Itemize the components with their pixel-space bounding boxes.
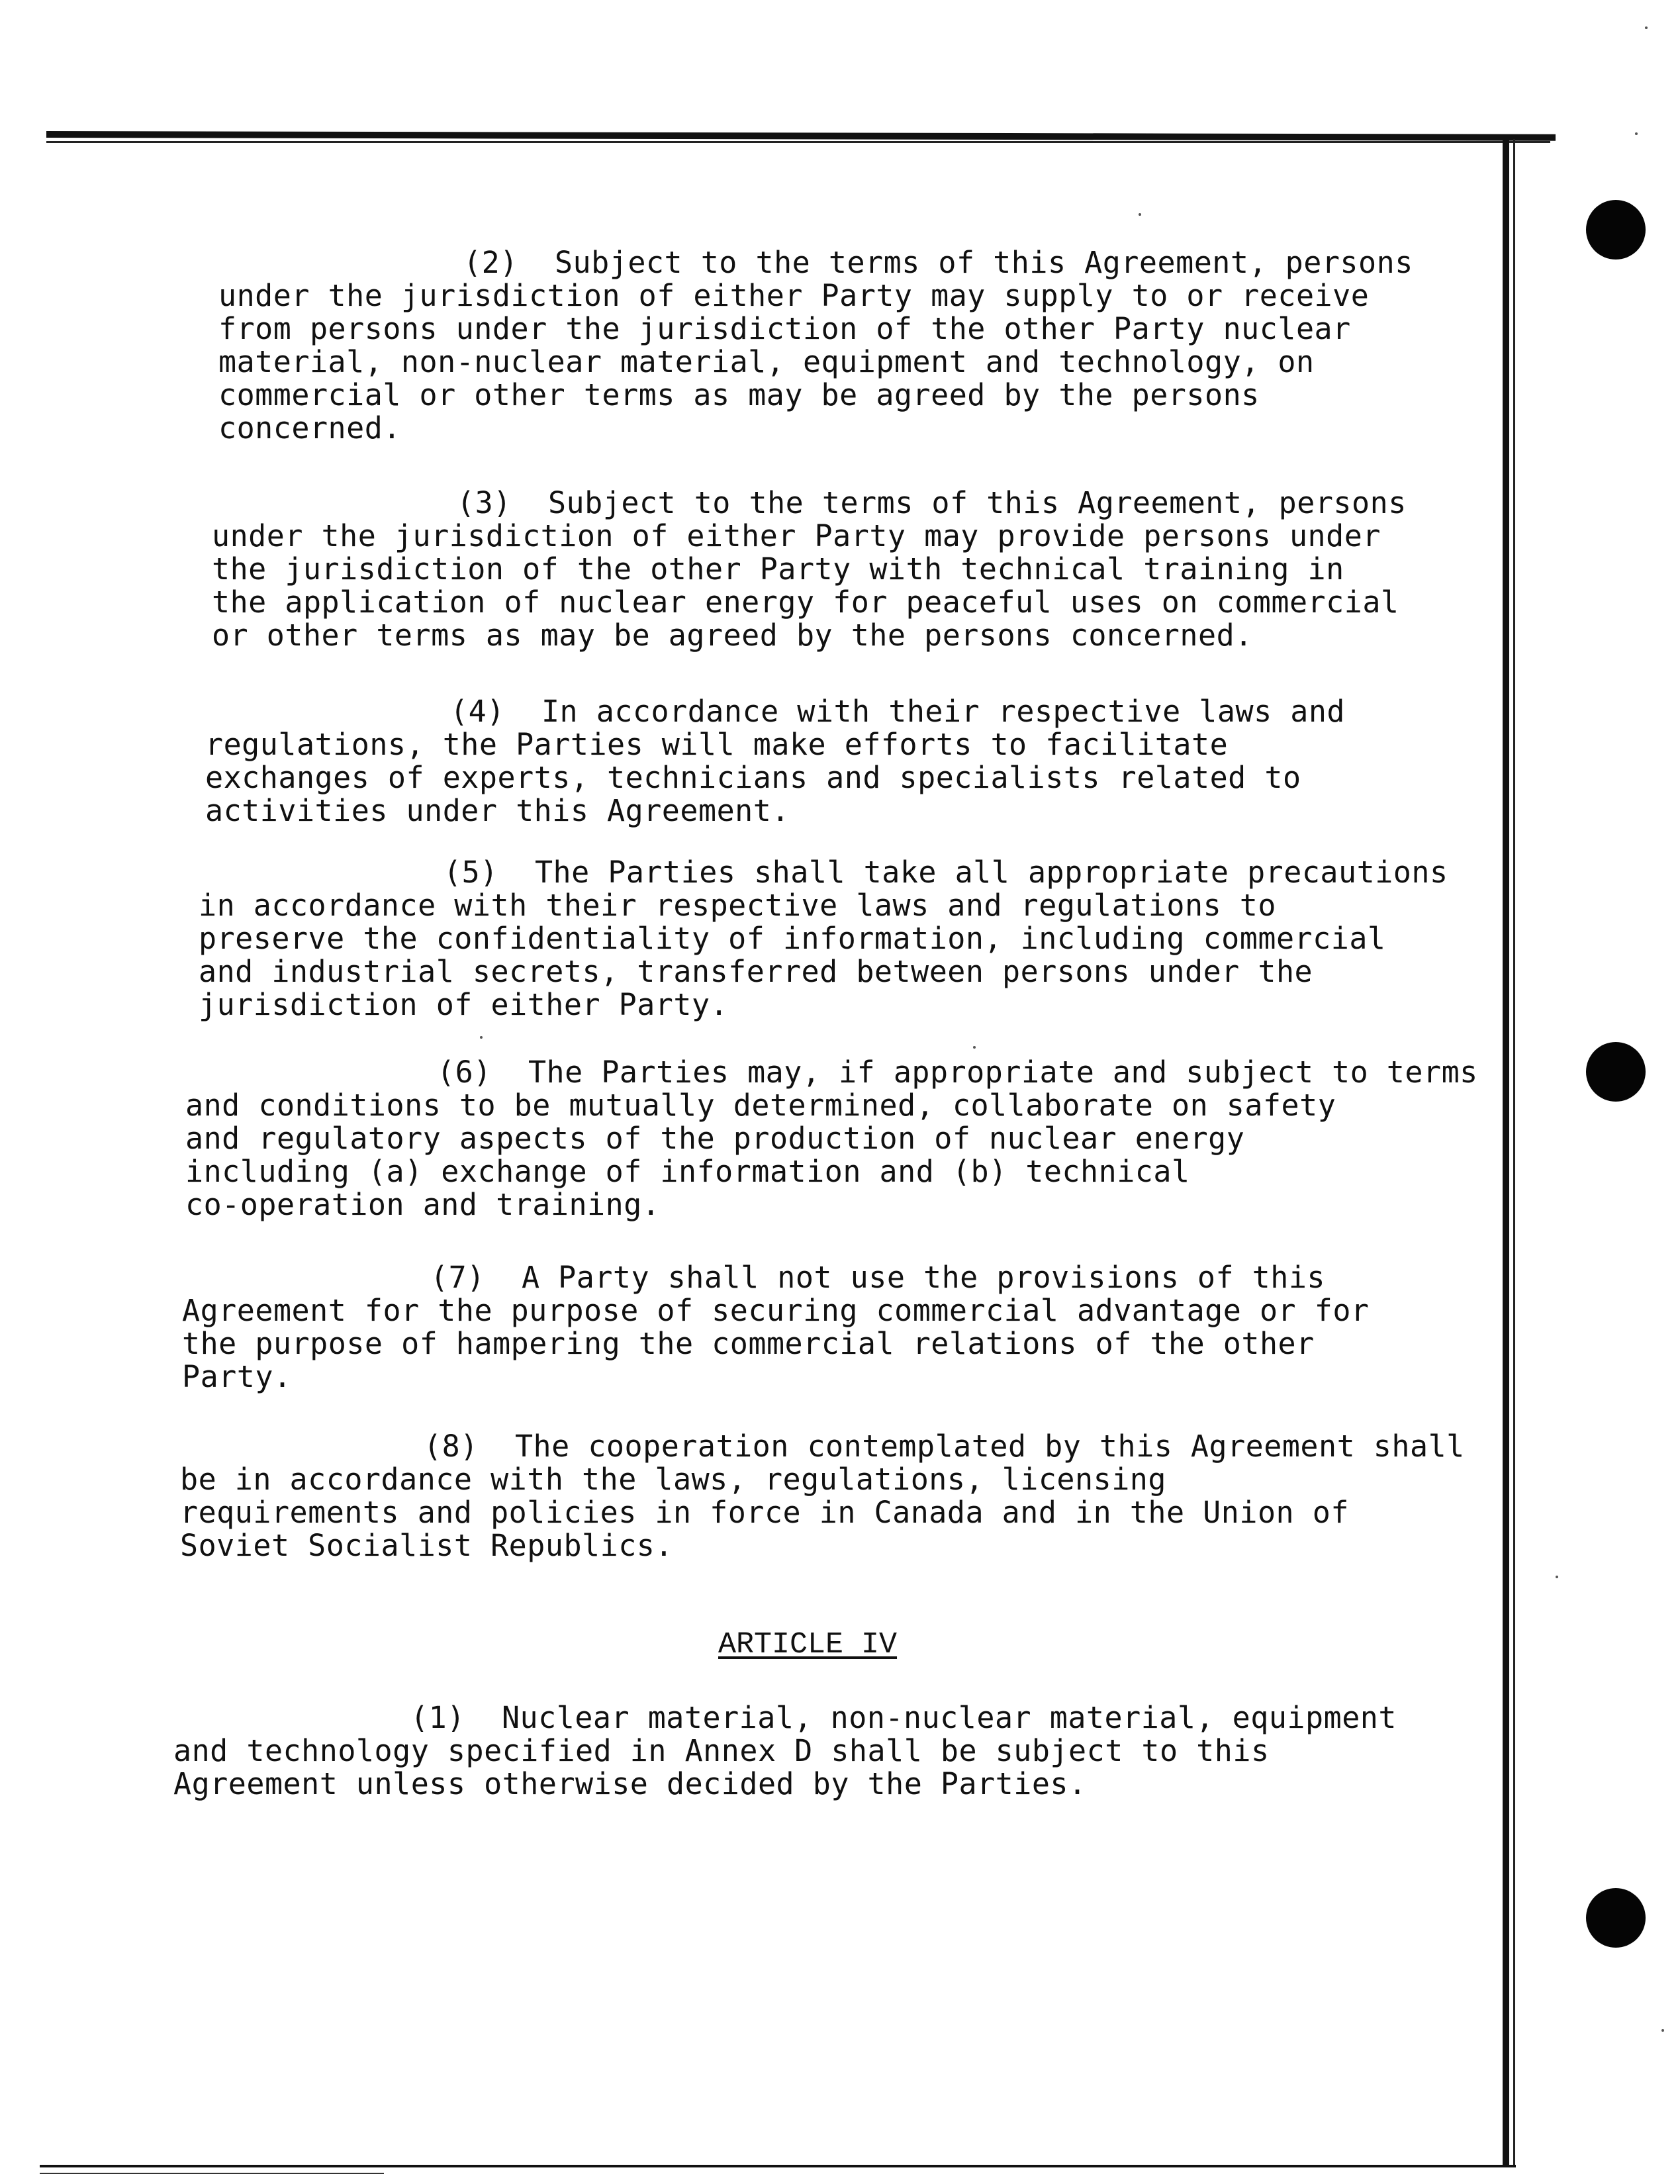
paragraph-number: (5) bbox=[443, 855, 498, 890]
binder-hole-middle bbox=[1586, 1042, 1646, 1102]
paragraph-2 bbox=[463, 246, 1413, 279]
paragraph-8-body: be in accordance with the laws, regulations, licensing requirements and policies in force in Canada and in the Union of Soviet Socialist Republics. bbox=[180, 1462, 1349, 1563]
article-heading: ARTICLE IV bbox=[718, 1628, 898, 1662]
paragraph-5-body: in accordance with their respective laws and regulations to preserve the confidentiality of information, including commercial and industrial secrets, transferred between persons under the jurisdiction of either Party. bbox=[199, 888, 1386, 1022]
right-border-line-thin bbox=[1513, 139, 1515, 2165]
paragraph-6-body: and conditions to be mutually determined, collaborate on safety and regulatory aspects of the production of nuclear energy including (a) exchange of information and (b) technical co-operation and training. bbox=[185, 1088, 1336, 1222]
paragraph-5 bbox=[443, 856, 1448, 889]
binder-hole-bottom bbox=[1586, 1888, 1646, 1948]
paragraph-first-line: Subject to the terms of this Agreement, persons bbox=[547, 485, 1407, 520]
paragraph-3 bbox=[457, 487, 1407, 520]
paragraph-4 bbox=[450, 695, 1345, 728]
scan-speck bbox=[480, 1036, 483, 1039]
paragraph-number: (8) bbox=[424, 1429, 479, 1464]
paragraph-number: (4) bbox=[450, 694, 505, 729]
article-iv-paragraph-1-body: and technology specified in Annex D shall be subject to this Agreement unless otherwise decided by the Parties. bbox=[173, 1733, 1270, 1801]
paragraph-first-line: In accordance with their respective laws and bbox=[541, 694, 1346, 729]
paragraph-8 bbox=[424, 1430, 1465, 1463]
scan-speck bbox=[973, 1046, 976, 1049]
paragraph-number: (7) bbox=[430, 1260, 485, 1295]
article-iv-paragraph-1 bbox=[410, 1701, 1397, 1734]
top-border-line bbox=[46, 131, 1556, 141]
bottom-border-line-thin bbox=[40, 2173, 384, 2174]
scan-speck bbox=[1661, 2029, 1664, 2032]
paragraph-first-line: A Party shall not use the provisions of this bbox=[521, 1260, 1326, 1295]
paragraph-first-line: Subject to the terms of this Agreement, persons bbox=[554, 245, 1413, 280]
right-border-line bbox=[1503, 139, 1509, 2165]
paragraph-first-line: The Parties may, if appropriate and subject to terms bbox=[528, 1055, 1478, 1090]
scan-speck bbox=[1139, 213, 1141, 216]
scan-speck bbox=[1645, 26, 1648, 29]
binder-hole-top bbox=[1586, 200, 1646, 260]
paragraph-number: (1) bbox=[410, 1700, 465, 1735]
bottom-border-line bbox=[40, 2165, 1516, 2167]
paragraph-3-body: under the jurisdiction of either Party may provide persons under the jurisdiction of the other Party with technical training in the application of nuclear energy for peaceful uses on commercial or other terms as may be agreed by the persons concerned. bbox=[212, 518, 1399, 653]
paragraph-number: (3) bbox=[457, 485, 512, 520]
paragraph-7-body: Agreement for the purpose of securing commercial advantage or for the purpose of hampering the commercial relations of the other Party. bbox=[182, 1293, 1370, 1394]
paragraph-first-line: The Parties shall take all appropriate precautions bbox=[534, 855, 1448, 890]
paragraph-2-body: under the jurisdiction of either Party may supply to or receive from persons under the jurisdiction of the other Party nuclear material, non-nuclear material, equipment and technology, on commercial or other terms as may be agreed by the persons concerned. bbox=[218, 278, 1370, 446]
paragraph-first-line: The cooperation contemplated by this Agreement shall bbox=[514, 1429, 1465, 1464]
paragraph-number: (6) bbox=[437, 1055, 492, 1090]
paragraph-first-line: Nuclear material, non-nuclear material, equipment bbox=[501, 1700, 1397, 1735]
paragraph-number: (2) bbox=[463, 245, 518, 280]
top-border-line-thin bbox=[46, 141, 1550, 143]
scan-speck bbox=[1556, 1576, 1558, 1578]
paragraph-4-body: regulations, the Parties will make efforts to facilitate exchanges of experts, technicians and specialists related to activities under this Agreement. bbox=[205, 727, 1301, 828]
paragraph-7 bbox=[430, 1261, 1325, 1294]
scan-speck bbox=[1635, 132, 1638, 135]
paragraph-6 bbox=[437, 1056, 1478, 1089]
